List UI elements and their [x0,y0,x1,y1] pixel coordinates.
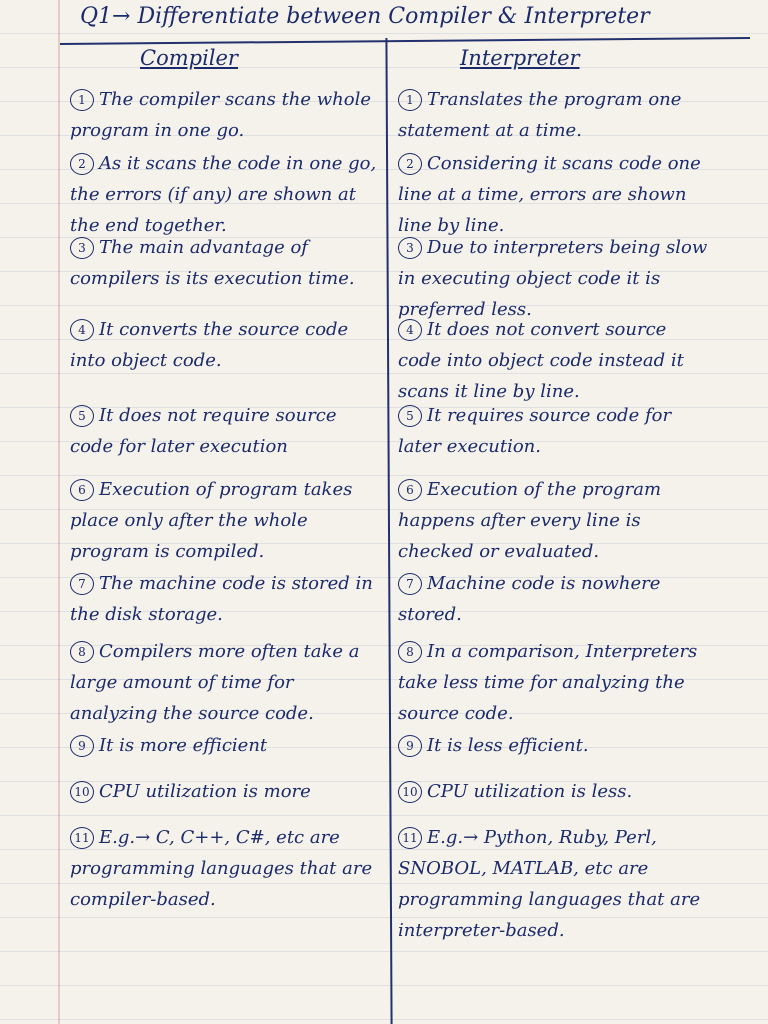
point-number: 4 [398,319,422,341]
point-number: 9 [398,735,422,757]
interpreter-point-11 [398,822,710,946]
compiler-point-4 [70,314,382,376]
point-text: Considering it scans code one line at a time, errors are shown line by line. [398,153,701,236]
point-text: It does not convert source code into object code instead it scans it line by line. [398,319,684,402]
point-number: 1 [398,89,422,111]
margin-line [58,0,60,1024]
point-number: 8 [70,641,94,663]
point-number: 2 [398,153,422,175]
point-number: 7 [70,573,94,595]
point-text: It is less efficient. [427,735,589,756]
interpreter-point-7 [398,568,710,630]
point-number: 5 [70,405,94,427]
compiler-point-2 [70,148,382,241]
compiler-point-10 [70,776,382,807]
compiler-point-9 [70,730,382,761]
point-text: Execution of program takes place only after the whole program is compiled. [70,479,353,562]
interpreter-point-5 [398,400,710,462]
interpreter-point-1 [398,84,710,146]
compiler-point-6 [70,474,382,567]
point-number: 4 [70,319,94,341]
compiler-point-11 [70,822,382,915]
point-text: Compilers more often take a large amount of time for analyzing the source code. [70,641,360,724]
point-number: 3 [70,237,94,259]
point-number: 5 [398,405,422,427]
point-text: The machine code is stored in the disk storage. [70,573,373,625]
compiler-point-1 [70,84,382,146]
point-text: Machine code is nowhere stored. [398,573,661,625]
point-number: 11 [398,827,422,849]
point-text: It does not require source code for later execution [70,405,337,457]
point-text: Due to interpreters being slow in executing object code it is preferred less. [398,237,708,320]
point-number: 10 [70,781,94,803]
interpreter-point-2 [398,148,710,241]
point-text: The compiler scans the whole program in one go. [70,89,372,141]
point-text: CPU utilization is more [99,781,311,802]
point-number: 3 [398,237,422,259]
point-text: It requires source code for later execution. [398,405,672,457]
compiler-point-7 [70,568,382,630]
point-number: 9 [70,735,94,757]
compiler-point-8 [70,636,382,729]
compiler-point-5 [70,400,382,462]
point-number: 7 [398,573,422,595]
question-title: Q1→ Differentiate between Compiler & Interpreter [80,4,650,29]
point-number: 6 [398,479,422,501]
compiler-heading: Compiler [140,46,238,70]
point-text: Execution of the program happens after every line is checked or evaluated. [398,479,662,562]
interpreter-point-8 [398,636,710,729]
point-text: As it scans the code in one go, the errors (if any) are shown at the end together. [70,153,377,236]
point-text: E.g.→ C, C++, C#, etc are programming languages that are compiler-based. [70,827,373,910]
point-text: The main advantage of compilers is its execution time. [70,237,355,289]
compiler-point-3 [70,232,382,294]
point-text: It converts the source code into object code. [70,319,349,371]
column-divider [385,38,392,1024]
point-text: E.g.→ Python, Ruby, Perl, SNOBOL, MATLAB, etc are programming languages that are interpreter-based. [398,827,701,941]
interpreter-point-9 [398,730,710,761]
point-text: Translates the program one statement at a time. [398,89,682,141]
point-number: 1 [70,89,94,111]
header-rule [60,37,750,45]
interpreter-point-6 [398,474,710,567]
point-number: 11 [70,827,94,849]
point-number: 10 [398,781,422,803]
interpreter-heading: Interpreter [460,46,580,70]
point-number: 6 [70,479,94,501]
interpreter-point-4 [398,314,710,407]
point-number: 2 [70,153,94,175]
point-text: It is more efficient [99,735,268,756]
interpreter-point-3 [398,232,710,325]
point-text: CPU utilization is less. [427,781,633,802]
point-text: In a comparison, Interpreters take less time for analyzing the source code. [398,641,698,724]
interpreter-point-10 [398,776,710,807]
point-number: 8 [398,641,422,663]
